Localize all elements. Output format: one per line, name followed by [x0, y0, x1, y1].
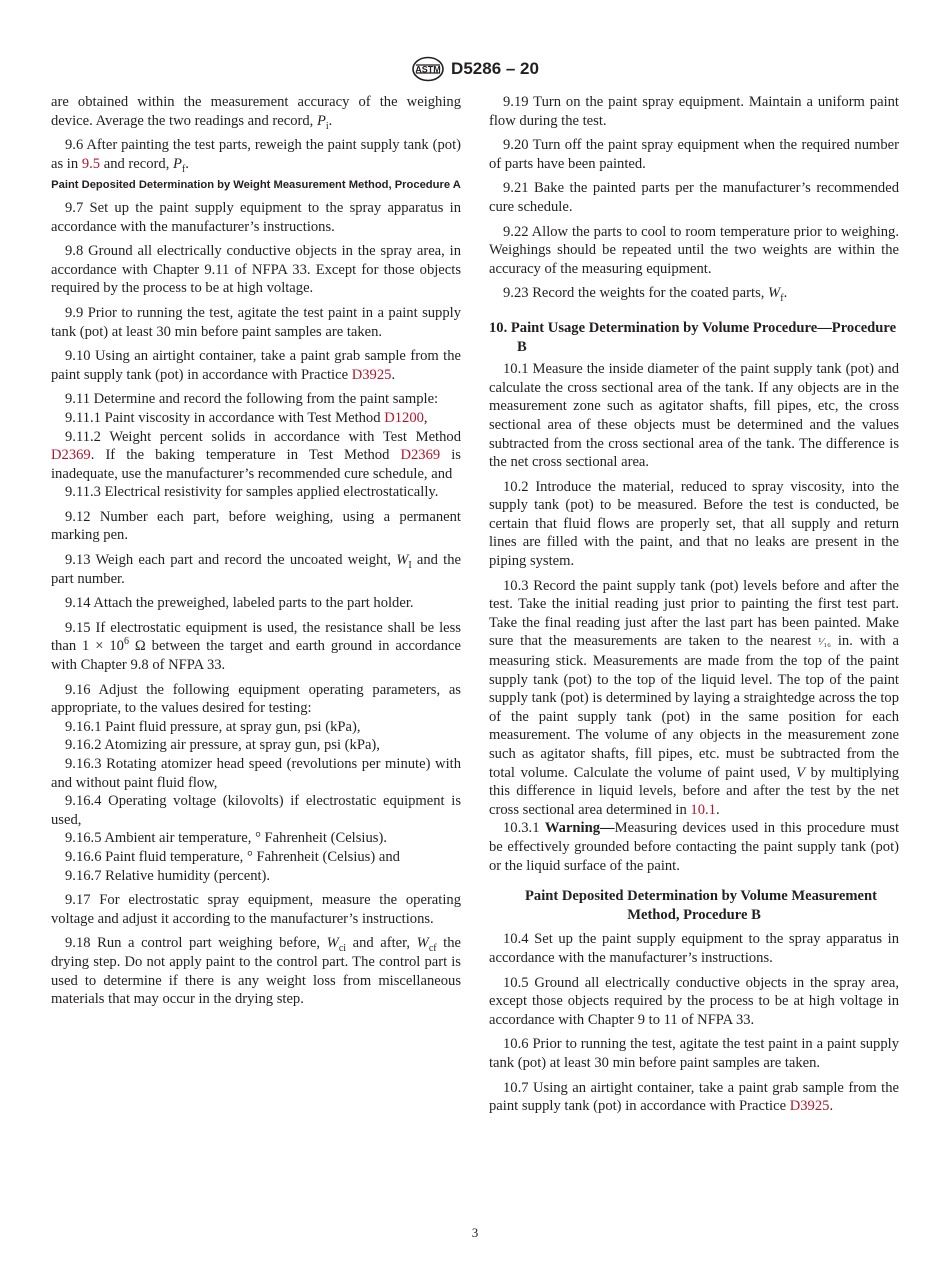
paragraph-9-16-3: 9.16.3 Rotating atomizer head speed (revolutions per minute) with and without paint fluid flow, — [51, 756, 461, 791]
section-10-heading: 10. Paint Usage Determination by Volume Procedure—Procedure B — [489, 319, 897, 355]
paragraph-9-23: 9.23 Record the weights for the coated parts, $W_f$. — [503, 285, 788, 305]
paragraph-9-21: 9.21 Bake the painted parts per the manufacturer’s recommended cure schedule. — [489, 180, 899, 215]
paragraph-9-16-4: 9.16.4 Operating voltage (kilovolts) if electrostatic equipment is used, — [51, 793, 461, 828]
paragraph-9-13: 9.13 Weigh each part and record the uncoated weight, $W_I$ and the part number. — [51, 552, 461, 587]
paragraph-9-22: 9.22 Allow the parts to cool to room temperature prior to weighing. Weighings should be repeated until the two weights are within the accuracy of the measuring equipment. — [489, 223, 899, 277]
paragraph-10-7: 10.7 Using an airtight container, take a paint grab sample from the paint supply tank (pot) in accordance with Practice D3925. — [489, 1079, 899, 1115]
ref-d2369-link-2[interactable]: D2369 — [400, 447, 441, 464]
paragraph-9-14: 9.14 Attach the preweighed, labeled parts to the part holder. — [65, 595, 414, 612]
paragraph-9-10: 9.10 Using an airtight container, take a paint grab sample from the paint supply tank (pot) in accordance with Practice D3925. — [51, 348, 461, 383]
paragraph-9-16-7: 9.16.7 Relative humidity (percent). — [65, 867, 271, 884]
paragraph-9-7: 9.7 Set up the paint supply equipment to the spray apparatus in accordance with the manufacturer’s instructions. — [51, 199, 461, 235]
astm-logo-icon — [411, 56, 445, 82]
paragraph-9-12: 9.12 Number each part, before weighing, using a permanent marking pen. — [51, 508, 461, 544]
paragraph-9-9: 9.9 Prior to running the test, agitate the test paint in a paint supply tank (pot) at least 30 min before paint samples are taken. — [51, 304, 461, 340]
paragraph-10-3-1: 10.3.1 Warning—Measuring devices used in this procedure must be effectively grounded before contacting the paint supply tank (pot) or the liquid surface of the paint. — [489, 820, 899, 874]
paragraph-9-5-cont: are obtained within the measurement accuracy of the weighing device. Average the two readings and record, $P_i$. — [51, 94, 461, 132]
left-column — [51, 93, 461, 1015]
svg-text:ASTM: ASTM — [415, 64, 441, 75]
ref-d2369-link[interactable]: D2369 — [51, 447, 91, 464]
paragraph-10-5: 10.5 Ground all electrically conductive objects in the spray area, except those objects required by the process to be at high voltage in accordance with Chapter 9 to 11 of NFPA 33. — [489, 974, 899, 1028]
page-number: 3 — [471, 1225, 479, 1240]
paragraph-9-16-1: 9.16.1 Paint fluid pressure, at spray gun, psi (kPa), — [65, 718, 361, 735]
subheading-procedure-b: Paint Deposited Determination by Volume Measurement Method, Procedure B — [525, 888, 877, 923]
right-column — [489, 93, 899, 1122]
ref-d3925-link-2[interactable]: D3925 — [789, 1098, 830, 1115]
ref-10-1-link[interactable]: 10.1 — [690, 801, 716, 818]
paragraph-9-11: 9.11 Determine and record the following from the paint sample: — [65, 391, 439, 408]
paragraph-9-20: 9.20 Turn off the paint spray equipment when the required number of parts have been painted. — [489, 137, 899, 172]
paragraph-9-16-5: 9.16.5 Ambient air temperature, ° Fahrenheit (Celsius). — [65, 830, 387, 847]
paragraph-9-19: 9.19 Turn on the paint spray equipment. Maintain a uniform paint flow during the test. — [489, 94, 899, 129]
paragraph-9-16-6: 9.16.6 Paint fluid temperature, ° Fahrenheit (Celsius) and — [65, 848, 400, 865]
paragraph-10-4: 10.4 Set up the paint supply equipment to the spray apparatus in accordance with the manufacturer’s instructions. — [489, 931, 899, 966]
ref-d3925-link[interactable]: D3925 — [351, 366, 392, 383]
paragraph-9-15: 9.15 If electrostatic equipment is used, the resistance shall be less than $1 \times 10^6$ Ω between the target and earth ground in accordance with Chapter 9.8 of NFPA 33. — [51, 619, 461, 674]
paragraph-10-2: 10.2 Introduce the material, reduced to spray viscosity, into the supply tank (pot) to be measured. Before the test is conducted, be certain that fluid flows are properly set, that all supply and return lines are filled with the paint, and that no leaks are present in the piping system. — [489, 478, 899, 570]
ref-d1200-link[interactable]: D1200 — [384, 409, 424, 426]
ref-9-5-link[interactable]: 9.5 — [81, 155, 101, 172]
paragraph-9-11-1: 9.11.1 Paint viscosity in accordance with Test Method D1200, — [65, 409, 428, 426]
page-header — [0, 56, 950, 82]
paragraph-9-6: 9.6 After painting the test parts, reweigh the paint supply tank (pot) as in 9.5 and record, $P_f$. — [51, 137, 461, 175]
paragraph-9-16-2: 9.16.2 Atomizing air pressure, at spray gun, psi (kPa), — [65, 737, 380, 754]
paragraph-9-11-3: 9.11.3 Electrical resistivity for samples applied electrostatically. — [65, 484, 439, 501]
document-id: D5286 – 20 — [451, 59, 539, 78]
paragraph-9-18: 9.18 Run a control part weighing before, $W_{ci}$ and after, $W_{cf}$ the drying step. Do not apply paint to the control part. The control part is used to determine if there is any weight loss from miscellaneous materials that may occur in the drying step. — [51, 935, 462, 1008]
paragraph-9-11-2: 9.11.2 Weight percent solids in accordance with Test Method D2369. If the baking temperature in Test Method D2369 is inadequate, use the manufacturer’s recommended cure schedule, and — [51, 428, 461, 482]
paragraph-9-17: 9.17 For electrostatic spray equipment, measure the operating voltage and adjust it according to the manufacturer’s instructions. — [51, 892, 461, 927]
paragraph-9-8: 9.8 Ground all electrically conductive objects in the spray area, in accordance with Chapter 9.11 of NFPA 33. Except for those objects required by the process to be at high voltage. — [51, 243, 461, 297]
subheading-procedure-a: Paint Deposited Determination by Weight Measurement Method, Procedure A — [51, 179, 461, 192]
paragraph-10-3: 10.3 Record the paint supply tank (pot) levels before and after the test. Take the initial reading just prior to painting the first test part. Take the final reading just after the last part has been painted. Make sure that the measurements are taken to the nearest ¹⁄₁₆ in. with a measuring stick. Measurements are made from the top of the paint supply tank (pot) to the top of the liquid level. The top of the paint supply tank (pot) is determined by laying a straightedge across the top of the paint supply tank (pot) in the same position for each measurement. The volume of any objects in the measurement zone such as agitator shafts, fill pipes, etc. must be subtracted from the total volume. Calculate the volume of paint used, V by multiplying this difference in liquid levels, before and after the test by the net cross sectional area determined in 10.1. — [489, 577, 900, 818]
paragraph-9-16: 9.16 Adjust the following equipment operating parameters, as appropriate, to the values desired for testing: — [51, 681, 461, 717]
paragraph-10-6: 10.6 Prior to running the test, agitate the test paint in a paint supply tank (pot) at least 30 min before paint samples are taken. — [489, 1036, 899, 1071]
paragraph-10-1: 10.1 Measure the inside diameter of the paint supply tank (pot) and calculate the cross sectional area of the tank. If any objects are in the measurement zone such as agitator shafts, fill pipes, etc, the cross sectional area of these objects must be determined and the values subtracted from the cross sectional area of the tank. The difference is the net cross sectional area. — [489, 361, 899, 471]
